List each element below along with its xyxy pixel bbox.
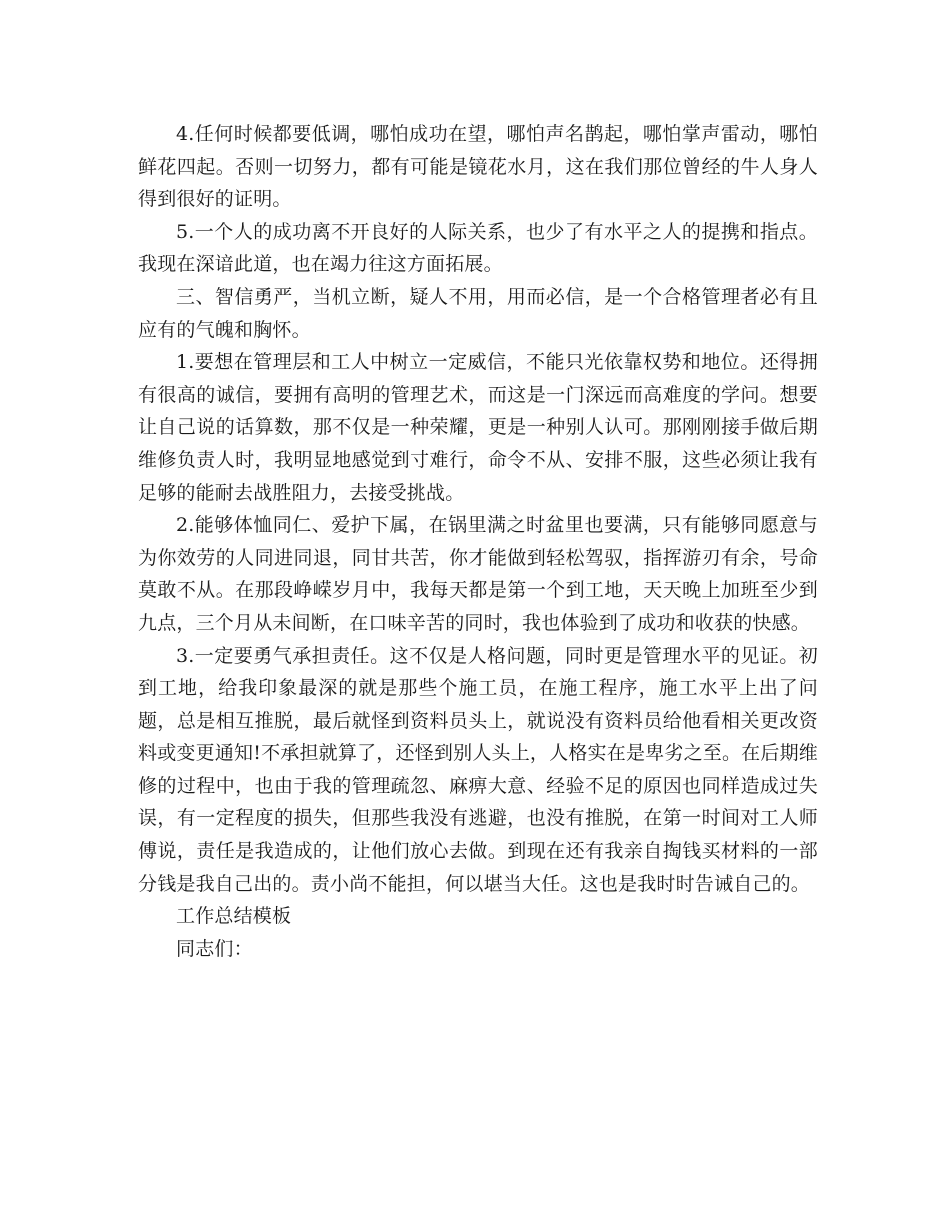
- paragraph-point-5: 5.一个人的成功离不开良好的人际关系，也少了有水平之人的提携和指点。我现在深谙此道，也在竭力往这方面拓展。: [138, 220, 818, 276]
- template-heading: 工作总结模板: [176, 905, 292, 928]
- salutation: 同志们：: [176, 937, 253, 960]
- paragraph-section-3-point-2: 2.能够体恤同仁、爱护下属，在锅里满之时盆里也要满，只有能够同愿意与为你效劳的人同进同退，同甘共苦，你才能做到轻松驾驭，指挥游刃有余，号命莫敢不从。在那段峥嵘岁月中，我每天都是第一个到工地，天天晚上加班至少到九点，三个月从未间断，在口味辛苦的同时，我也体验到了成功和收获的快感。: [138, 514, 818, 634]
- paragraph-section-3: 三、智信勇严，当机立断，疑人不用，用而必信，是一个合格管理者必有且应有的气魄和胸怀。: [138, 285, 818, 341]
- document-body: [138, 118, 818, 965]
- paragraph-point-4: 4.任何时候都要低调，哪怕成功在望，哪怕声名鹊起，哪怕掌声雷动，哪怕鲜花四起。否则一切努力，都有可能是镜花水月，这在我们那位曾经的牛人身人得到很好的证明。: [138, 123, 818, 211]
- paragraph-section-3-point-3: 3.一定要勇气承担责任。这不仅是人格问题，同时更是管理水平的见证。初到工地，给我印象最深的就是那些个施工员，在施工程序，施工水平上出了问题，总是相互推脱，最后就怪到资料员头上，就说没有资料员给他看相关更改资料或变更通知!不承担就算了，还怪到别人头上，人格实在是卑劣之至。在后期维修的过程中，也由于我的管理疏忽、麻痹大意、经验不足的原因也同样造成过失误，有一定程度的损失，但那些我没有逃避，也没有推脱，在第一时间对工人师傅说，责任是我造成的，让他们放心去做。到现在还有我亲自掏钱买材料的一部分钱是我自己出的。责小尚不能担，何以堪当大任。这也是我时时告诫自己的。: [138, 644, 818, 895]
- paragraph-section-3-point-1: 1.要想在管理层和工人中树立一定威信，不能只光依靠权势和地位。还得拥有很高的诚信，要拥有高明的管理艺术，而这是一门深远而高难度的学问。想要让自己说的话算数，那不仅是一种荣耀，更是一种别人认可。那刚刚接手做后期维修负责人时，我明显地感觉到寸难行，命令不从、安排不服，这些必须让我有足够的能耐去战胜阻力，去接受挑战。: [138, 351, 818, 504]
